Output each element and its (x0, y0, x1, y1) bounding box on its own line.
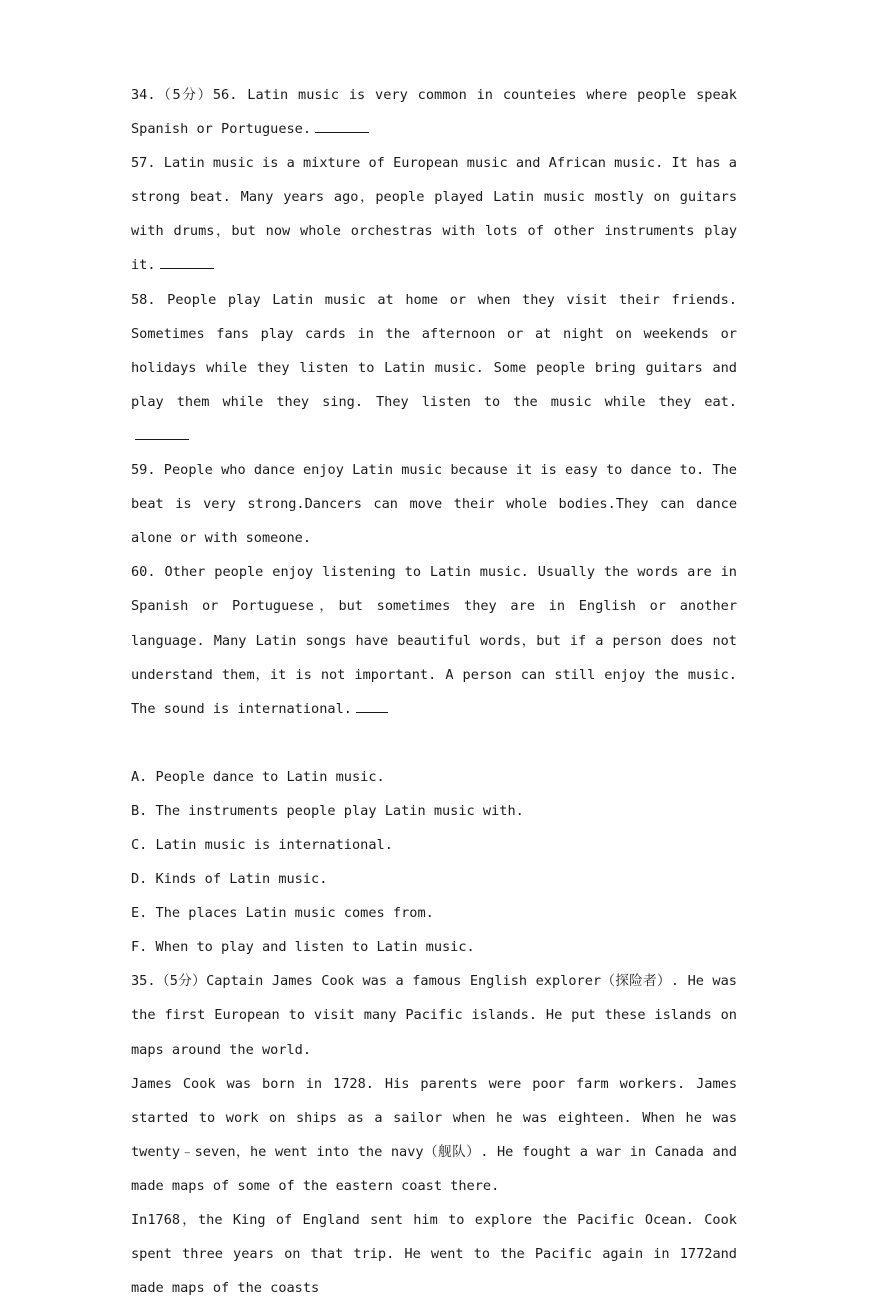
answer-blank-57[interactable] (160, 254, 214, 269)
option-c: C. Latin music is international. (131, 836, 393, 853)
question-35-paragraph-3: In1768，the King of England sent him to explore the Pacific Ocean. Cook spent three years on that trip. He went to the Pacific again in 1772and made maps of the coasts (131, 1212, 737, 1297)
option-f: F. When to play and listen to Latin music. (131, 939, 475, 956)
p58-text: 58. People play Latin music at home or when they visit their friends. Sometimes fans play cards in the afternoon or at night on weekends or holidays while they listen to Latin music. Some people bring guitars and play them while they sing. They listen to the music while they eat. (131, 291, 737, 410)
spacer (131, 726, 737, 760)
option-e: E. The places Latin music comes from. (131, 905, 434, 922)
option-d: D. Kinds of Latin music. (131, 871, 328, 888)
p57-text: 57. Latin music is a mixture of European music and African music. It has a strong beat. Many years ago，people played Latin music mostly on guitars with drums，but now whole orchestras with lots of other instruments play it. (131, 155, 737, 274)
paragraph-57 (131, 146, 737, 282)
q34-intro-text: 34.（5分）56. Latin music is very common in counteies where people speak Spanish or Portuguese. (131, 87, 737, 138)
paragraph-60 (131, 555, 737, 725)
document-page (131, 78, 737, 1305)
question-35-paragraph-1: 35.（5分）Captain James Cook was a famous English explorer（探险者）. He was the first European to visit many Pacific islands. He put these islands on maps around the world. (131, 973, 737, 1058)
answer-blank-56[interactable] (315, 118, 369, 133)
p60-text: 60. Other people enjoy listening to Latin music. Usually the words are in Spanish or Portuguese，but sometimes they are in English or another language. Many Latin songs have beautiful words，but if a person does not understand them，it is not important. A person can still enjoy the music. The sound is international. (131, 564, 737, 717)
question-35-paragraph-2: James Cook was born in 1728. His parents were poor farm workers. James started to work on ships as a sailor when he was eighteen. When he was twenty﹣seven，he went into the navy（舰队）. He fought a war in Canada and made maps of some of the eastern coast there. (131, 1075, 737, 1194)
paragraph-59: 59. People who dance enjoy Latin music because it is easy to dance to. The beat is very strong.Dancers can move their whole bodies.They can dance alone or with someone. (131, 462, 737, 547)
answer-blank-60[interactable] (356, 698, 388, 713)
answer-blank-58[interactable] (135, 425, 189, 440)
option-b: B. The instruments people play Latin music with. (131, 802, 524, 819)
question-34-intro (131, 78, 737, 146)
paragraph-58 (131, 283, 737, 453)
option-a: A. People dance to Latin music. (131, 768, 385, 785)
